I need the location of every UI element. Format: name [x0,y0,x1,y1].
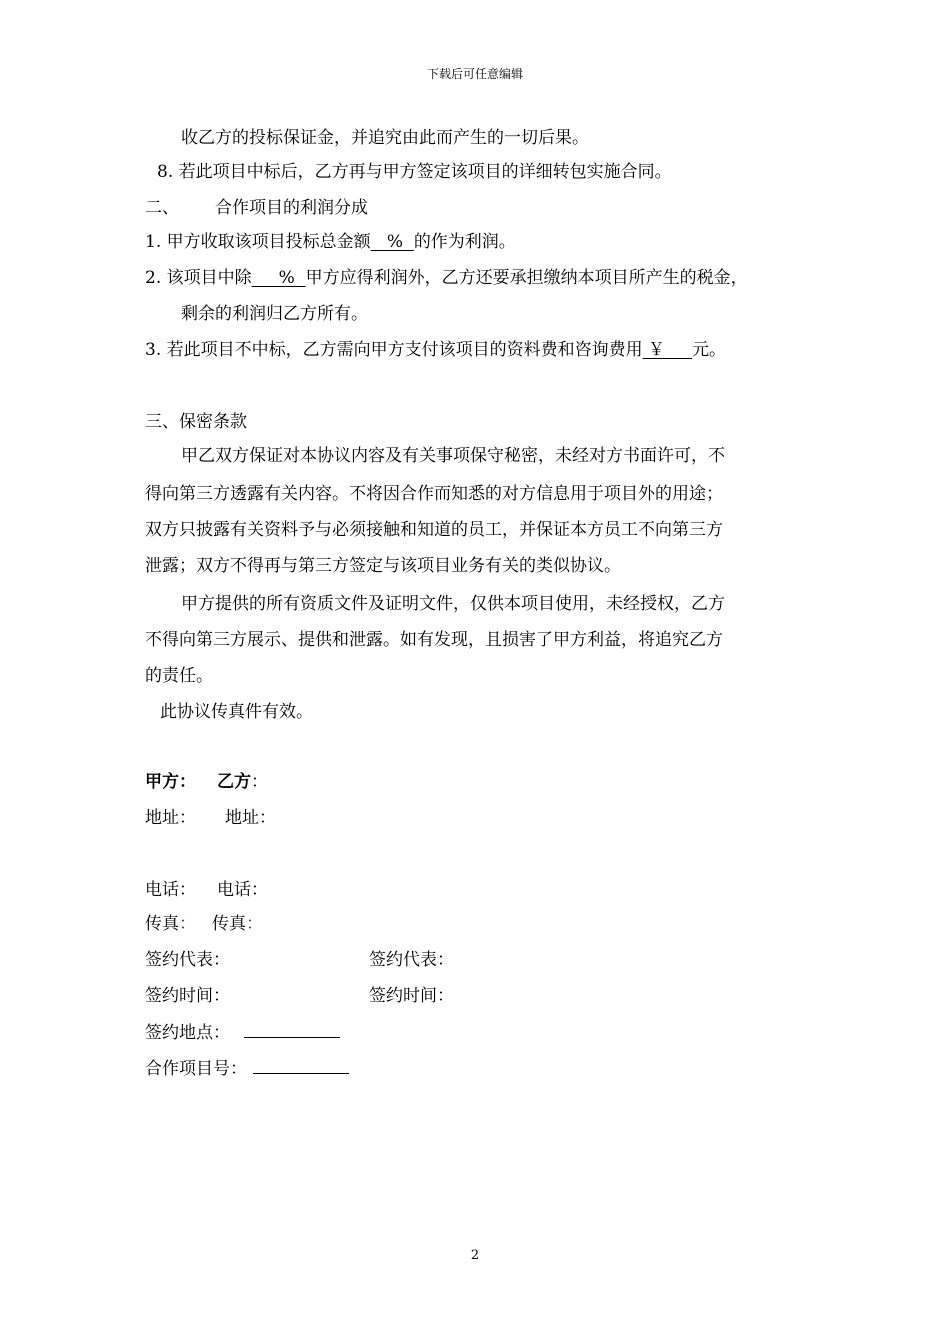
section-3-paragraph-1-line-4: 泄露；双方不得再与第三方签定与该项目业务有关的类似协议。 [145,556,621,576]
section-3-paragraph-2-line-1: 甲方提供的所有资质文件及证明文件，仅供本项目使用，未经授权，乙方 [181,594,725,614]
section-2-item-3 [145,338,726,362]
signing-time-a-label: 签约时间： [145,986,230,1006]
section-2-item-1 [145,230,516,254]
fax-a-label: 传真： [145,914,196,934]
section-3-heading: 三、保密条款 [145,412,247,432]
signing-place-blank [244,1020,340,1038]
representative-b-label: 签约代表： [369,950,454,970]
section-3-paragraph-2-line-3: 的责任。 [145,666,213,686]
section-2-title: 合作项目的利润分成 [215,198,368,218]
signing-place-label: 签约地点： [145,1023,230,1043]
item-2-text: 2. 该项目中除 [145,268,252,288]
clause-8: 8. 若此项目中标后，乙方再与甲方签定该项目的详细转包实施合同。 [157,162,672,182]
project-number-blank [253,1056,349,1074]
section-3-paragraph-1-line-2: 得向第三方透露有关内容。不将因合作而知悉的对方信息用于项目外的用途； [145,484,723,504]
representative-a-label: 签约代表： [145,950,230,970]
section-2-number: 二、 [145,198,179,218]
project-number-label: 合作项目号： [145,1059,247,1079]
item-1-text-end: 的作为利润。 [413,232,516,252]
fax-validity-note: 此协议传真件有效。 [160,702,313,722]
item-2-blank: % [251,268,306,288]
section-3-paragraph-1-line-3: 双方只披露有关资料予与必须接触和知道的员工，并保证本方员工不向第三方 [145,520,723,540]
address-a-label: 地址： [145,808,196,828]
signing-time-b-label: 签约时间： [369,986,454,1006]
page-number: 2 [470,1248,480,1263]
phone-b-label: 电话： [217,880,268,900]
item-3-text: 3. 若此项目不中标，乙方需向甲方支付该项目的资料费和咨询费用 [145,340,643,360]
section-3-paragraph-2-line-2: 不得向第三方展示、提供和泄露。如有发现，且损害了甲方利益，将追究乙方 [145,630,723,650]
section-3-paragraph-1-line-1: 甲乙双方保证对本协议内容及有关事项保守秘密，未经对方书面许可，不 [181,446,725,466]
item-2-text-end: 甲方应得利润外，乙方还要承担缴纳本项目所产生的税金， [305,268,748,288]
party-a-label: 甲方： [145,772,196,792]
section-2-item-2 [145,266,748,290]
project-number-row [145,1056,349,1081]
phone-a-label: 电话： [145,880,196,900]
party-b-label: 乙方： [217,772,268,792]
address-b-label: 地址： [225,808,276,828]
item-3-blank: ￥ [642,340,693,360]
item-3-text-end: 元。 [692,340,727,360]
fax-b-label: 传真： [212,914,263,934]
item-1-text: 1. 甲方收取该项目投标总金额 [145,232,371,252]
page-header: 下载后可任意编辑 [426,67,523,81]
item-1-blank: % [370,232,414,252]
clause-continuation: 收乙方的投标保证金，并追究由此而产生的一切后果。 [181,128,589,148]
signing-place-row [145,1020,340,1045]
section-2-item-2-continuation: 剩余的利润归乙方所有。 [181,304,368,324]
section-2-heading [145,196,368,220]
